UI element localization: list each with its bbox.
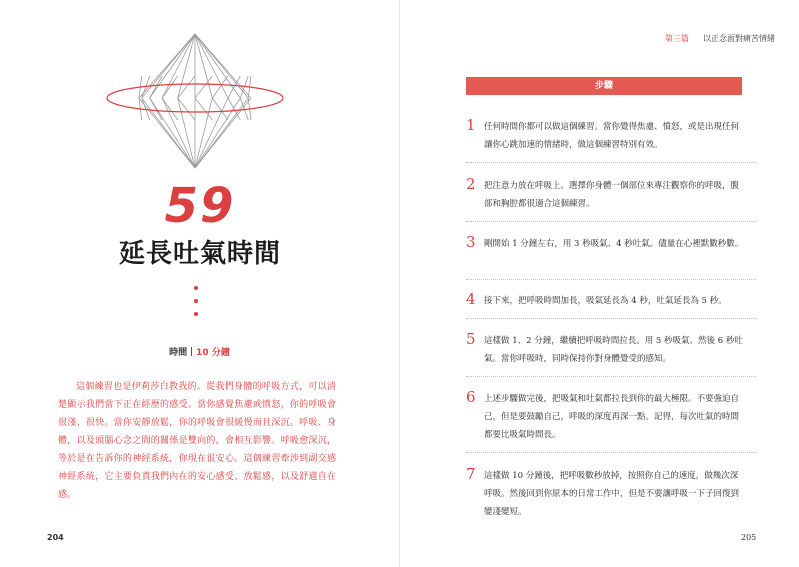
step-number: 7 [466, 465, 476, 483]
ornament-line [212, 76, 228, 98]
step-number: 1 [466, 116, 476, 134]
step-divider [466, 376, 756, 377]
dot [194, 286, 198, 290]
ornament-line [150, 98, 195, 168]
chapter-title: 延長吐氣時間 [118, 239, 281, 269]
step-number: 2 [466, 175, 476, 193]
intro-paragraph: 這個練習也是伊莉莎白教我的。從我們身體的呼吸方式，可以清楚顯示我們當下正在經歷的感受。當你感覺焦慮或憤怒，你的呼吸會很淺、很快。當你安靜放鬆，你的呼吸會很緩慢而且深沉。呼吸、身體，以及頭腦心念之間的關係是雙向的，會相互影響。呼吸愈深沉，等於是在告訴你的神經系統，你現在很安心。這個練習牽涉到副交感神經系統，它主要負責我們內在的安心感受、放鬆感，以及舒適自在感。 [58, 382, 336, 500]
step-divider [466, 279, 756, 280]
step-number: 6 [466, 388, 476, 406]
step-text: 接下來，把呼吸時間加長，吸氣延長為 4 秒，吐氣延長為 5 秒。 [484, 296, 727, 306]
duration-label: 時間 [169, 348, 188, 358]
ornament-line [162, 98, 178, 120]
diamond-ornament-icon [100, 28, 290, 178]
dot [194, 312, 198, 316]
step-number: 3 [466, 233, 476, 251]
running-head-chapter: 第三篇 [665, 34, 689, 43]
step-divider [466, 318, 756, 319]
step-number: 4 [466, 290, 476, 308]
right-page [400, 0, 799, 567]
step-number: 5 [466, 330, 476, 348]
step-divider [466, 452, 756, 453]
step-text: 這樣做 1、2 分鐘，繼續把呼吸時間拉長。用 5 秒吸氣、然後 6 秒吐氣。當你呼吸時，同時保持你對身體覺受的感知。 [484, 336, 743, 364]
running-head [665, 33, 775, 44]
chapter-number: 59 [164, 178, 236, 234]
step-text: 任何時間你都可以做這個練習。當你覺得焦慮、憤怒，或是出現任何讓你心跳加速的情緒時，做這個練習特別有效。 [484, 122, 740, 150]
ornament-line [162, 76, 178, 98]
steps-heading: 步驟 [466, 77, 742, 95]
ornament-line [142, 98, 195, 168]
step-divider [466, 221, 756, 222]
duration-value: 10 分鐘 [196, 348, 230, 358]
duration-line [0, 345, 399, 358]
step-text: 這樣做 10 分鐘後，把呼吸數秒放掉，按照你自己的速度，做幾次深呼吸。然後回到你原本的日常工作中，但是不要讓呼吸一下子回復到變淺變短。 [484, 471, 740, 517]
step-text: 上述步驟做完後，把吸氣和吐氣都拉長到你的最大極限。不要強迫自己，但是要鼓勵自己，呼吸的深度再深一點。記得，每次吐氣的時間都要比吸氣時間長。 [484, 394, 740, 440]
step-text: 剛開始 1 分鐘左右，用 3 秒吸氣、4 秒吐氣。儘量在心裡默數秒數。 [484, 239, 744, 249]
decorative-dots [193, 286, 199, 325]
page-number-right: 205 [741, 533, 757, 542]
ornament-line [142, 34, 195, 98]
step-text: 把注意力放在呼吸上。選擇你身體一個部位來專注觀察你的呼吸，腹部和胸腔都很適合這個練習。 [484, 181, 740, 209]
ornament-line [150, 34, 195, 98]
running-head-title: 以正念面對痛苦情緒 [703, 34, 775, 43]
left-page [0, 0, 399, 567]
page-number-left: 204 [47, 533, 64, 542]
duration-separator [191, 347, 192, 356]
dot [194, 299, 198, 303]
ornament-line [212, 98, 228, 120]
step-divider [466, 162, 756, 163]
